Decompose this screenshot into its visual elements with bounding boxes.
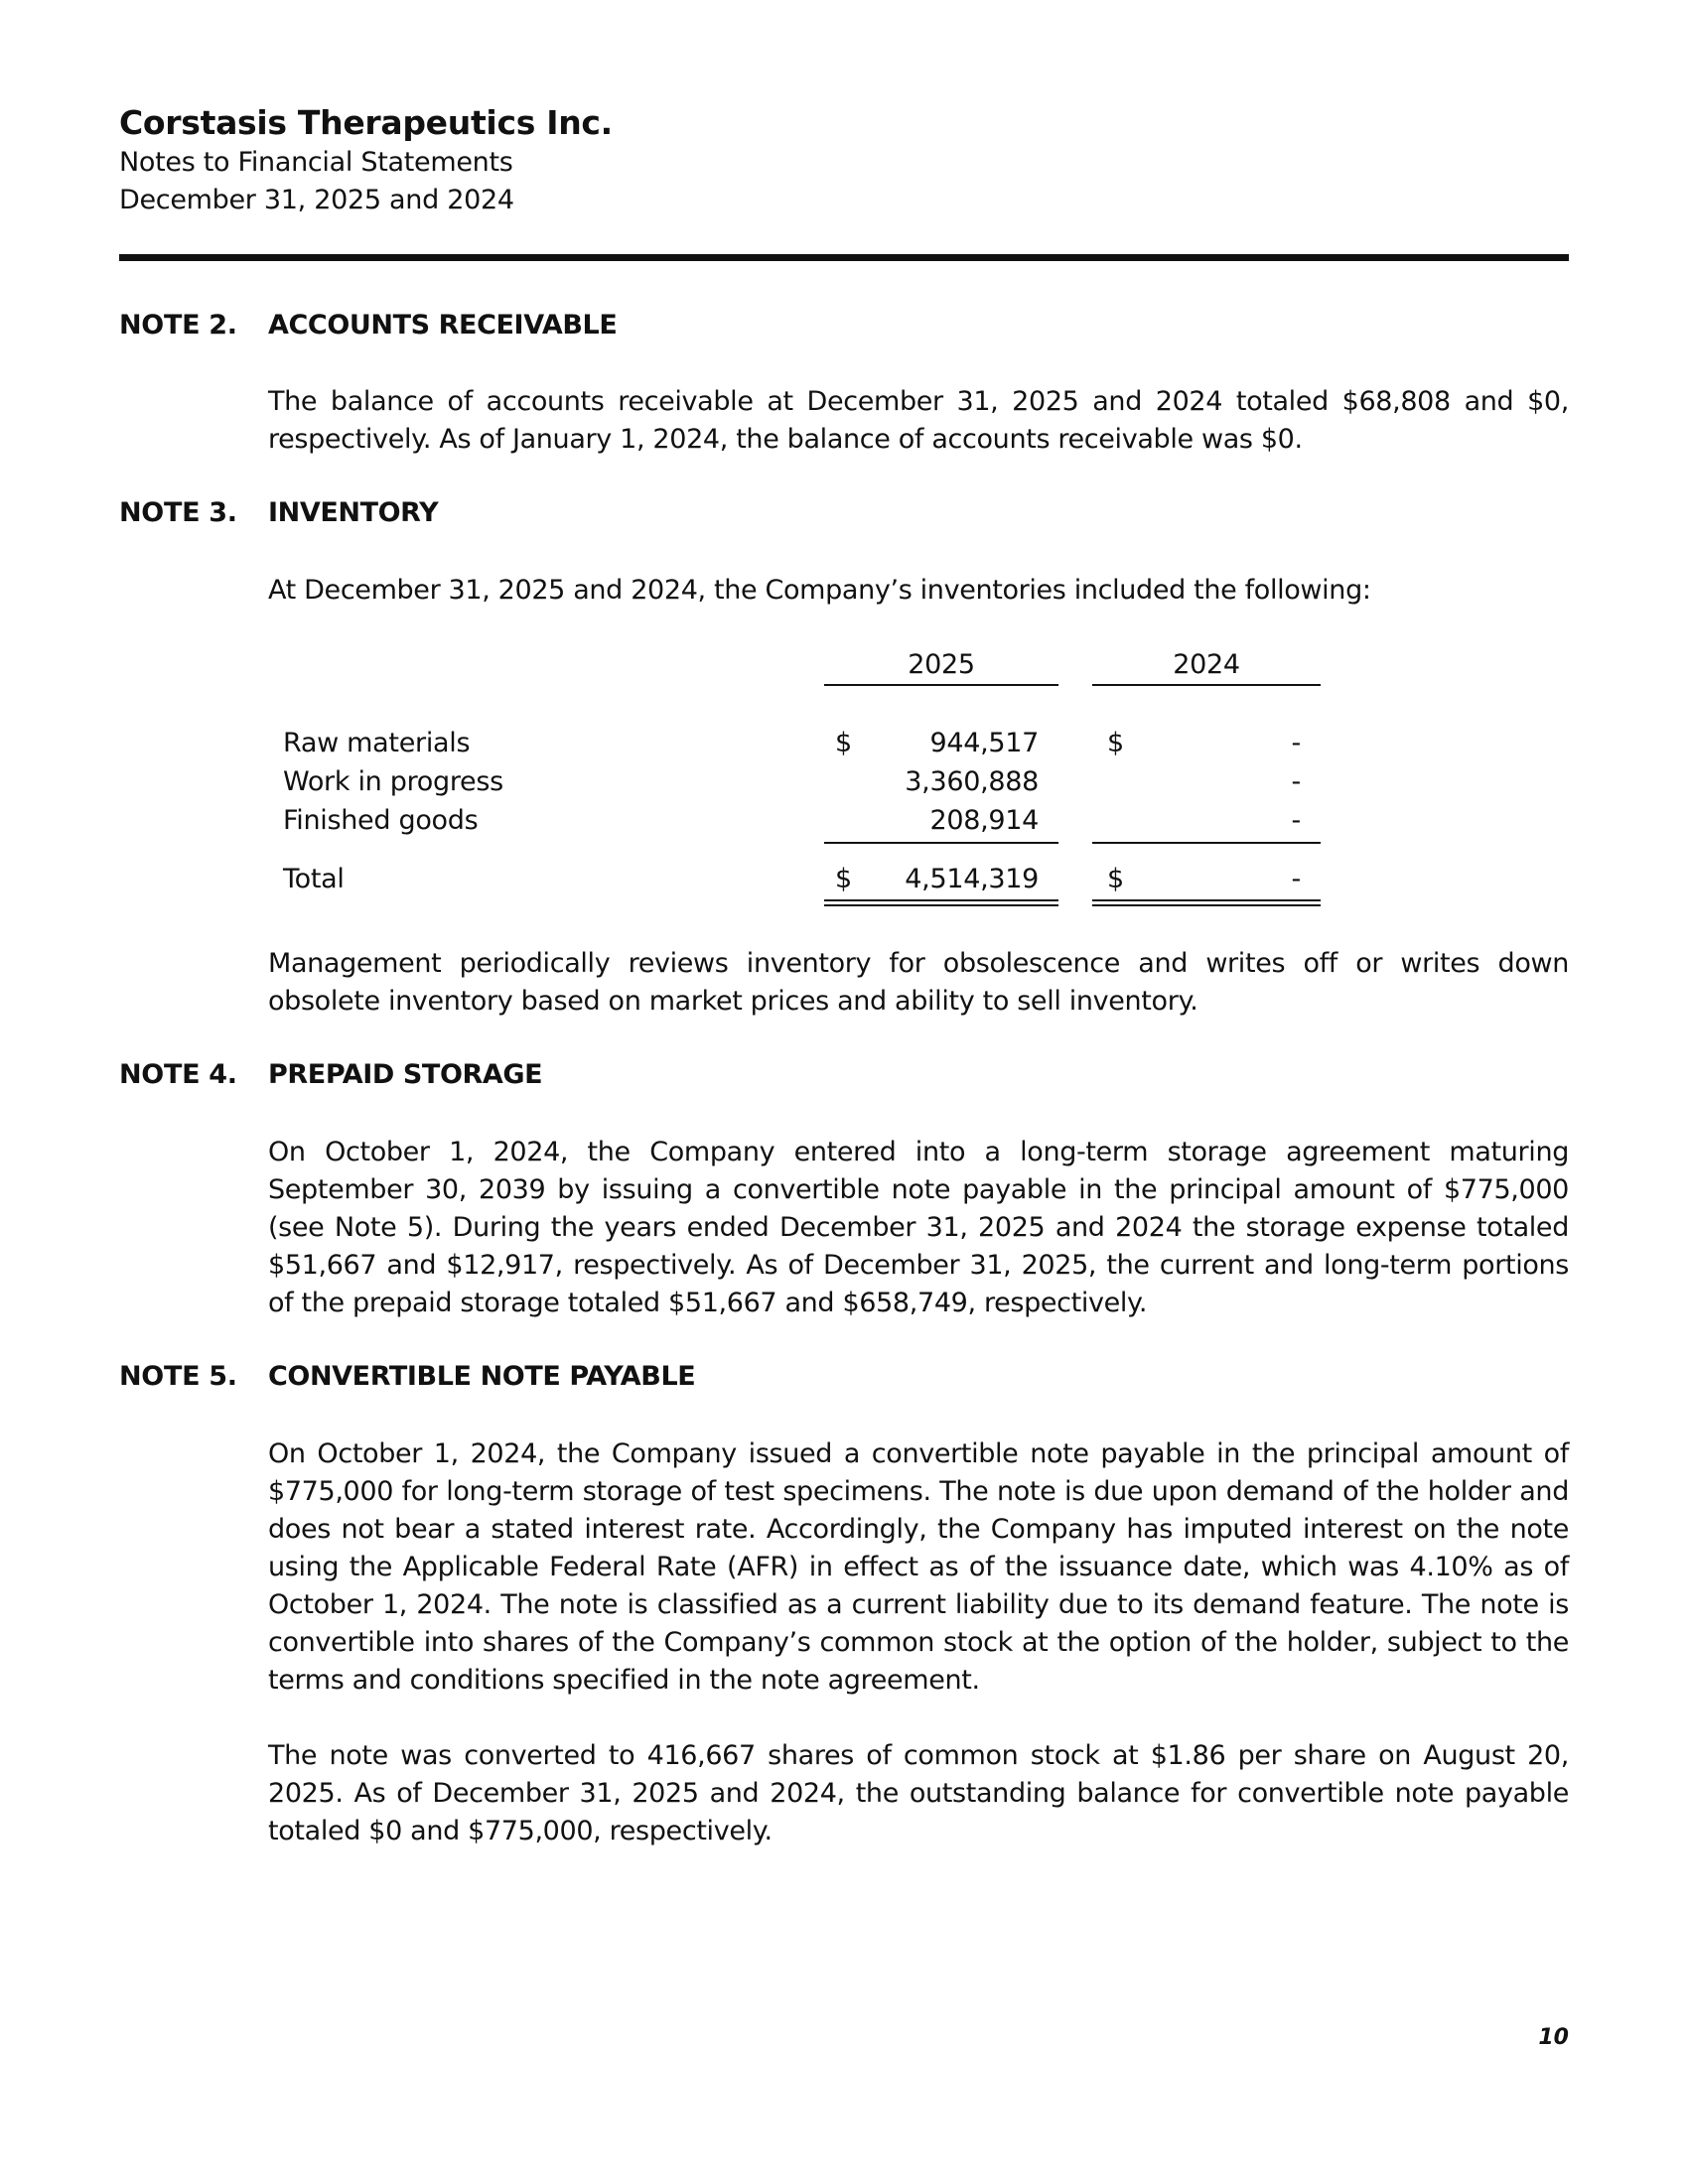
currency-symbol: $ — [835, 728, 852, 758]
total-double-underline — [1092, 904, 1321, 906]
note-3-management-paragraph: Management periodically reviews inventory for obsolescence and writes off or writes down obsolete inventory based on market prices and ability to sell inventory. — [268, 948, 1569, 1017]
total-2025: 4,514,319 — [905, 864, 1039, 894]
subtotal-rule — [824, 842, 1058, 844]
row-label: Work in progress — [283, 766, 503, 797]
note-2-number: NOTE 2. — [119, 310, 237, 341]
note-4-title: PREPAID STORAGE — [268, 1059, 543, 1090]
note-4-paragraph: On October 1, 2024, the Company entered into a long-term storage agreement maturing September 30, 2039 by issuing a convertible note payable in the principal amount of $775,000 (see Note 5). During the years ended December 31, 2025 and 2024 the storage expense totaled $51,667 and $12,917, respectively. As of December 31, 2025, the current and long-term portions of the prepaid storage totaled $51,667 and $658,749, respectively. — [268, 1137, 1569, 1318]
note-2-paragraph: The balance of accounts receivable at December 31, 2025 and 2024 totaled $68,808 and $0, respectively. As of January 1, 2024, the balance of accounts receivable was $0. — [268, 386, 1569, 455]
note-3-intro: At December 31, 2025 and 2024, the Company’s inventories included the following: — [268, 575, 1371, 606]
report-subtitle: Notes to Financial Statements — [119, 147, 513, 178]
total-double-underline — [824, 899, 1058, 901]
report-period: December 31, 2025 and 2024 — [119, 185, 514, 215]
column-header-underline — [1092, 684, 1321, 686]
note-3-number: NOTE 3. — [119, 497, 237, 528]
total-double-underline — [824, 904, 1058, 906]
note-5-title: CONVERTIBLE NOTE PAYABLE — [268, 1361, 696, 1392]
value-2025: 3,360,888 — [905, 766, 1039, 797]
note-3-title: INVENTORY — [268, 497, 439, 528]
total-label: Total — [283, 864, 345, 894]
company-name: Corstasis Therapeutics Inc. — [119, 103, 613, 142]
note-5-number: NOTE 5. — [119, 1361, 237, 1392]
currency-symbol: $ — [1107, 728, 1124, 758]
note-2-title: ACCOUNTS RECEIVABLE — [268, 310, 618, 341]
value-2024: - — [1291, 805, 1301, 836]
note-4-number: NOTE 4. — [119, 1059, 237, 1090]
currency-symbol: $ — [835, 864, 852, 894]
column-header-2024: 2024 — [1173, 649, 1240, 680]
total-2024: - — [1291, 864, 1301, 894]
currency-symbol: $ — [1107, 864, 1124, 894]
total-double-underline — [1092, 899, 1321, 901]
row-label: Finished goods — [283, 805, 479, 836]
row-label: Raw materials — [283, 728, 471, 758]
column-header-2025: 2025 — [908, 649, 975, 680]
note-5-paragraph-1: On October 1, 2024, the Company issued a convertible note payable in the principal amount of $775,000 for long-term storage of test specimens. The note is due upon demand of the holder and does not bear a stated interest rate. Accordingly, the Company has imputed interest on the note using the Applicable Federal Rate (AFR) in effect as of the issuance date, which was 4.10% as of October 1, 2024. The note is classified as a current liability due to its demand feature. The note is convertible into shares of the Company’s common stock at the option of the holder, subject to the terms and conditions specified in the note agreement. — [268, 1438, 1569, 1696]
page-number: 10 — [1538, 2025, 1569, 2050]
note-5-paragraph-2: The note was converted to 416,667 shares of common stock at $1.86 per share on August 20, 2025. As of December 31, 2025 and 2024, the outstanding balance for convertible note payable totaled $0 and $775,000, respectively. — [268, 1740, 1569, 1846]
value-2024: - — [1291, 766, 1301, 797]
column-header-underline — [824, 684, 1058, 686]
value-2024: - — [1291, 728, 1301, 758]
subtotal-rule — [1092, 842, 1321, 844]
header-divider — [119, 254, 1569, 261]
value-2025: 208,914 — [929, 805, 1039, 836]
value-2025: 944,517 — [929, 728, 1039, 758]
